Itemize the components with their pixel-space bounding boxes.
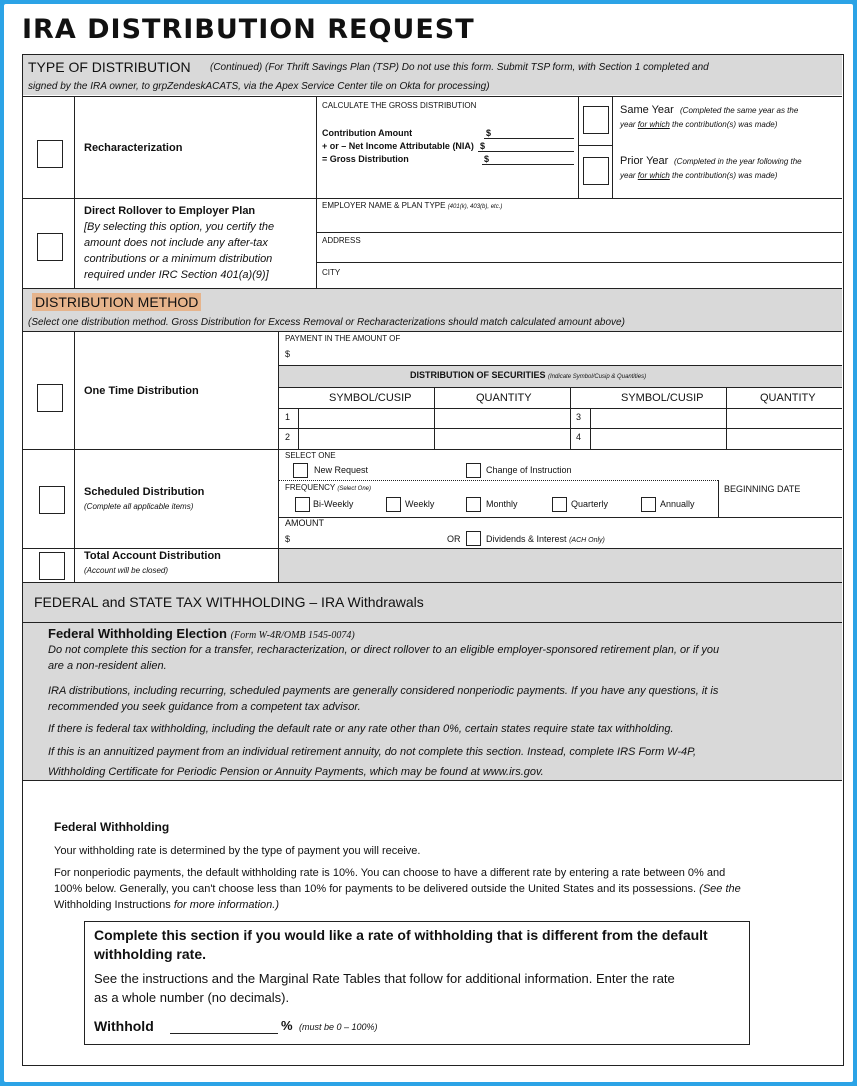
monthly-label: Monthly (486, 499, 518, 509)
col-quantity-1: QUANTITY (476, 392, 532, 404)
employer-name-label: EMPLOYER NAME & PLAN TYPE (401(k), 403(b), etc.) (322, 201, 503, 210)
withholding-box-p2: as a whole number (no decimals). (94, 990, 290, 1005)
change-instruction-label: Change of Instruction (486, 465, 572, 475)
city-label: CITY (322, 268, 341, 277)
distribution-method-heading: DISTRIBUTION METHOD (32, 293, 201, 311)
dividends-interest-checkbox[interactable] (466, 531, 481, 546)
scheduled-distribution-checkbox[interactable] (39, 486, 65, 514)
payment-amount-field[interactable]: $ (285, 349, 291, 359)
address-label: ADDRESS (322, 236, 361, 245)
scheduled-amount-field[interactable]: $ (285, 534, 291, 544)
frequency-label: FREQUENCY (Select One) (285, 483, 372, 492)
prior-year-note: year for which the contribution(s) was made) (620, 171, 778, 180)
quarterly-label: Quarterly (571, 499, 609, 509)
total-account-distribution-label: Total Account Distribution (84, 550, 221, 562)
col-quantity-2: QUANTITY (760, 392, 816, 404)
election-paragraph-2a: IRA distributions, including recurring, scheduled payments are generally considered nonperiodic payments. If you have any questions, it is (48, 685, 719, 697)
change-instruction-checkbox[interactable] (466, 463, 481, 478)
same-year-label: Same Year (620, 104, 674, 116)
federal-withholding-p2a: For nonperiodic payments, the default withholding rate is 10%. You can choose to have a different rate by entering a rate between 0% and (54, 867, 726, 879)
federal-withholding-p1: Your withholding rate is determined by the type of payment you will receive. (54, 845, 421, 857)
gross-distribution-field[interactable] (482, 164, 574, 165)
row-number: 2 (285, 432, 291, 442)
row-number: 4 (576, 432, 582, 442)
annually-checkbox[interactable] (641, 497, 656, 512)
withhold-rate-input[interactable] (170, 1018, 278, 1034)
election-paragraph-4a: If this is an annuitized payment from an individual retirement annuity, do not complete this section. Instead, complete IRS Form W-4P, (48, 746, 697, 758)
nia-field[interactable] (478, 151, 574, 152)
election-paragraph-4b: Withholding Certificate for Periodic Pension or Annuity Payments, which may be found at www.irs.gov. (48, 766, 544, 778)
total-account-distribution-note: (Account will be closed) (84, 566, 169, 575)
quarterly-checkbox[interactable] (552, 497, 567, 512)
form-title: IRA DISTRIBUTION REQUEST (22, 14, 475, 45)
recharacterization-checkbox[interactable] (37, 140, 63, 168)
or-label: OR (447, 534, 461, 544)
new-request-checkbox[interactable] (293, 463, 308, 478)
federal-withholding-election-title: Federal Withholding Election (Form W-4R/OMB 1545-0074) (48, 626, 355, 641)
employer-name-field[interactable] (316, 232, 842, 233)
beginning-date-label: BEGINNING DATE (724, 484, 801, 494)
withhold-range-note: (must be 0 – 100%) (299, 1022, 378, 1032)
withholding-box-title-2: withholding rate. (94, 946, 206, 962)
same-year-note: year for which the contribution(s) was made) (620, 120, 778, 129)
withholding-box-title-1: Complete this section if you would like a rate of withholding that is different from the default (94, 927, 708, 943)
scheduled-distribution-label: Scheduled Distribution (84, 486, 205, 498)
row-number: 1 (285, 412, 291, 422)
col-symbol-2: SYMBOL/CUSIP (621, 392, 704, 404)
new-request-label: New Request (314, 465, 369, 475)
direct-rollover-label: Direct Rollover to Employer Plan (84, 205, 256, 217)
weekly-label: Weekly (405, 499, 435, 509)
recharacterization-label: Recharacterization (84, 142, 183, 154)
federal-withholding-p2b: 100% below. Generally, you can't choose less than 10% for payments to be delivered outside the United States and its possessions. (See the (54, 883, 741, 895)
biweekly-checkbox[interactable] (295, 497, 310, 512)
select-one-label: SELECT ONE (285, 451, 336, 460)
type-of-distribution-note-2: signed by the IRA owner, to grpZendeskACATS, via the Apex Service Center tile on Okta for processing) (28, 81, 490, 92)
one-time-distribution-label: One Time Distribution (84, 385, 199, 397)
contribution-amount-field[interactable] (484, 138, 574, 139)
contribution-amount-label: Contribution Amount (322, 128, 413, 138)
row-number: 3 (576, 412, 582, 422)
annually-label: Annually (660, 499, 695, 509)
withhold-label: Withhold (94, 1018, 154, 1034)
withholding-box-p1: See the instructions and the Marginal Rate Tables that follow for additional information. Enter the rate (94, 971, 675, 986)
address-field[interactable] (316, 262, 842, 263)
dividends-interest-label: Dividends & Interest (ACH Only) (486, 534, 605, 544)
calc-gross-heading: CALCULATE THE GROSS DISTRIBUTION (322, 101, 477, 110)
tax-withholding-heading: FEDERAL and STATE TAX WITHHOLDING – IRA Withdrawals (34, 594, 424, 610)
distribution-method-note: (Select one distribution method. Gross Distribution for Excess Removal or Recharacterizations should match calculated amount above) (28, 317, 625, 328)
federal-withholding-title: Federal Withholding (54, 820, 170, 834)
monthly-checkbox[interactable] (466, 497, 481, 512)
prior-year-checkbox[interactable] (583, 157, 609, 185)
type-of-distribution-heading: TYPE OF DISTRIBUTION (28, 59, 191, 75)
election-paragraph-3: If there is federal tax withholding, including the default rate or any rate other than 0%, certain states require state tax withholding. (48, 723, 674, 735)
election-paragraph-2b: recommended you seek guidance from a competent tax advisor. (48, 701, 361, 713)
payment-amount-label: PAYMENT IN THE AMOUNT OF (285, 334, 401, 343)
prior-year-label: Prior Year (620, 155, 669, 167)
total-account-distribution-checkbox[interactable] (39, 552, 65, 580)
direct-rollover-checkbox[interactable] (37, 233, 63, 261)
form-page: IRA DISTRIBUTION REQUEST TYPE OF DISTRIBUTION (Continued) (For Thrift Savings Plan (TSP) Do not use this form. Submit TSP form, with Section 1 completed and signed by the IRA owner, to grpZendeskACATS, via the Apex Service Center tile on Okta for processing) Recharacterization CALCULATE THE GROSS DISTRIBUTION Contribution Amount $ + or – Net Income Attributable (NIA) $ = Gross Distribution $ Same Year (Completed the same year as the year for which the contribution(s) was made) Prior Year (Completed in the year following the year for which the contribution(s) was made) Direct Rollover to Employer Plan [By selecting this option, you certify the amount does not include any after-tax contributions or a minimum distribution required under IRC Section 401(a)(9)] EMPLOYER NAME & PLAN TYPE (401(k), 403(b), etc.) ADDRESS CITY DISTRIBUTION METHOD (Select one distribution method. Gross Distribution for Excess Removal or Recharacterizations should match calculated amount above) One Time Distribution PAYMENT IN THE AMOUNT OF $ DISTRIBUTION OF SECURITIES (Indicate Symbol/Cusip & Quantities) SYMBOL/CUSIP QUANTITY SYMBOL/CUSIP QUANTITY 1 2 3 4 Scheduled Distribution (Complete all applicable items) SELECT ONE New Request Change of Instruction FREQUENCY (Select One) BEGINNING DATE Bi-Weekly Weekly Monthly Quarterly Annually AMOUNT $ OR Dividends & Interest (ACH Only) Total Account Distribution (Account will be closed) FEDERAL and STATE TAX WITHHOLDING – IRA Withdrawals Federal Withholding Election (Form W-4R/OMB 1545-0074) Do not complete this section for a transfer, recharacterization, or direct rollover to an eligible employer-sponsored retirement plan, or if you are a non-resident alien. IRA distributions, including recurring, scheduled payments are generally considered nonperiodic payments. If you have any questions, it is recommended you seek guidance from a competent tax advisor. If there is federal tax withholding, including the default rate or any rate other than 0%, certain states require state tax withholding. If this is an annuitized payment from an individual retirement annuity, do not complete this section. Instead, complete IRS Form W-4P, Withholding Certificate for Periodic Pension or Annuity Payments, which may be found at www.irs.gov. Federal Withholding Your withholding rate is determined by the type of payment you will receive. For nonperiodic payments, the default withholding rate is 10%. You can choose to have a different rate by entering a rate between 0% and 100% below. Generally, you can't choose less than 10% for payments to be delivered outside the United States and its possessions. (See the Withholding Instructions for more information.) Complete this section if you would like a rate of withholding that is different from the default withholding rate. See the instructions and the Marginal Rate Tables that follow for additional information. Enter the rate as a whole number (no decimals). Withhold % (must be 0 – 100%) (4, 4, 853, 1082)
one-time-distribution-checkbox[interactable] (37, 384, 63, 412)
gross-distribution-label: = Gross Distribution (322, 154, 409, 164)
amount-label: AMOUNT (285, 518, 324, 528)
election-paragraph-1b: are a non-resident alien. (48, 660, 167, 672)
election-paragraph-1a: Do not complete this section for a transfer, recharacterization, or direct rollover to an eligible employer-sponsored retirement plan, or if you (48, 644, 720, 656)
federal-withholding-p2c: Withholding Instructions for more information.) (54, 899, 279, 911)
percent-sign: % (281, 1018, 293, 1033)
col-symbol-1: SYMBOL/CUSIP (329, 392, 412, 404)
biweekly-label: Bi-Weekly (313, 499, 354, 509)
scheduled-distribution-note: (Complete all applicable items) (84, 502, 194, 511)
same-year-checkbox[interactable] (583, 106, 609, 134)
nia-label: + or – Net Income Attributable (NIA) (322, 141, 474, 151)
weekly-checkbox[interactable] (386, 497, 401, 512)
securities-heading: DISTRIBUTION OF SECURITIES (Indicate Symbol/Cusip & Quantities) (410, 370, 647, 380)
type-of-distribution-note-1: (Continued) (For Thrift Savings Plan (TSP) Do not use this form. Submit TSP form, with Section 1 completed and (210, 62, 709, 73)
total-account-shaded-area (279, 549, 842, 582)
